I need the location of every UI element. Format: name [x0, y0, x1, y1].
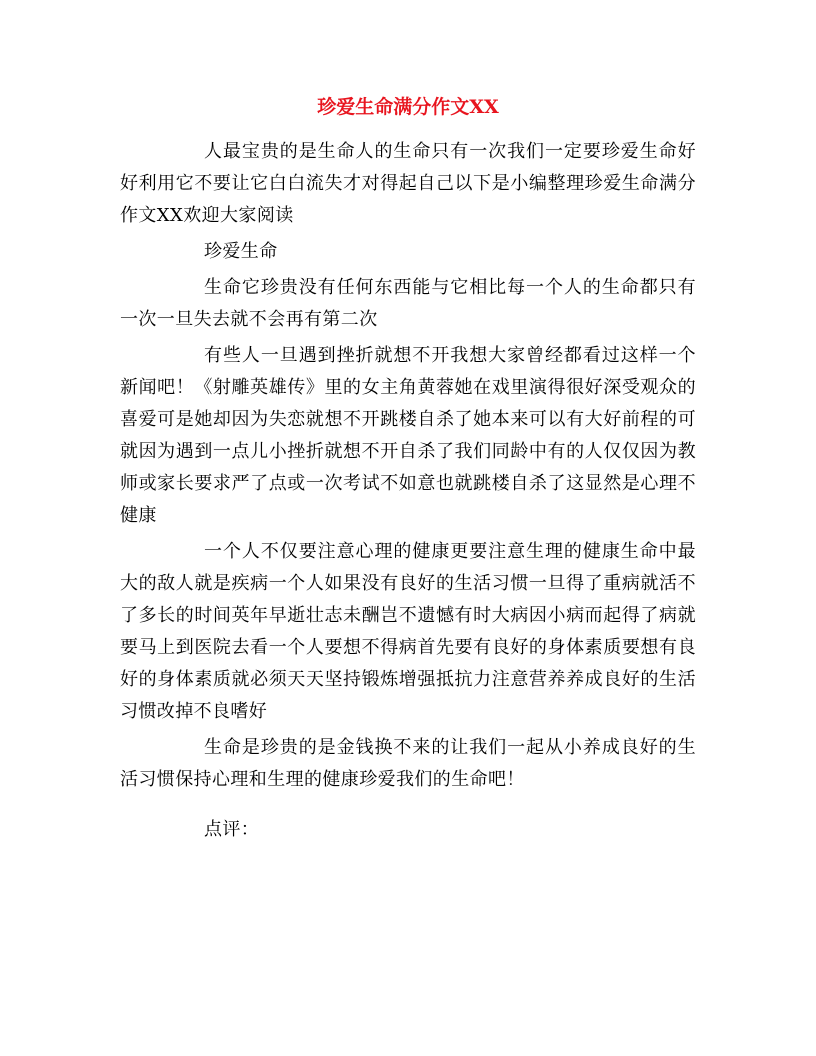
body-paragraph: 生命是珍贵的是金钱换不来的让我们一起从小养成良好的生活习惯保持心理和生理的健康珍爱我们的生命吧！: [120, 737, 696, 790]
body-paragraph: 一个人不仅要注意心理的健康更要注意生理的健康生命中最大的敌人就是疾病一个人如果没有良好的生活习惯一旦得了重病就活不了多长的时间英年早逝壮志未酬岂不遗憾有时大病因小病而起得了病就要马上到医院去看一个人要想不得病首先要有良好的身体素质要想有良好的身体素质就必须天天坚持锻炼增强抵抗力注意营养养成良好的生活习惯改掉不良嗜好: [120, 541, 696, 722]
essay-subtitle: 珍爱生命: [204, 241, 278, 262]
comment-label: 点评：: [204, 819, 260, 840]
body-paragraph: 生命它珍贵没有任何东西能与它相比每一个人的生命都只有一次一旦失去就不会再有第二次: [120, 277, 696, 330]
document-body: [120, 136, 696, 850]
body-paragraph: 有些人一旦遇到挫折就想不开我想大家曾经都看过这样一个新闻吧！《射雕英雄传》里的女主角黄蓉她在戏里演得很好深受观众的喜爱可是她却因为失恋就想不开跳楼自杀了她本来可以有大好前程的可就因为遇到一点儿小挫折就想不开自杀了我们同龄中有的人仅仅因为教师或家长要求严了点或一次考试不如意也就跳楼自杀了这显然是心理不健康: [120, 345, 696, 526]
intro-paragraph: 人最宝贵的是生命人的生命只有一次我们一定要珍爱生命好好利用它不要让它白白流失才对得起自己以下是小编整理珍爱生命满分作文XX欢迎大家阅读: [120, 141, 696, 226]
page-title: 珍爱生命满分作文XX: [317, 96, 499, 118]
